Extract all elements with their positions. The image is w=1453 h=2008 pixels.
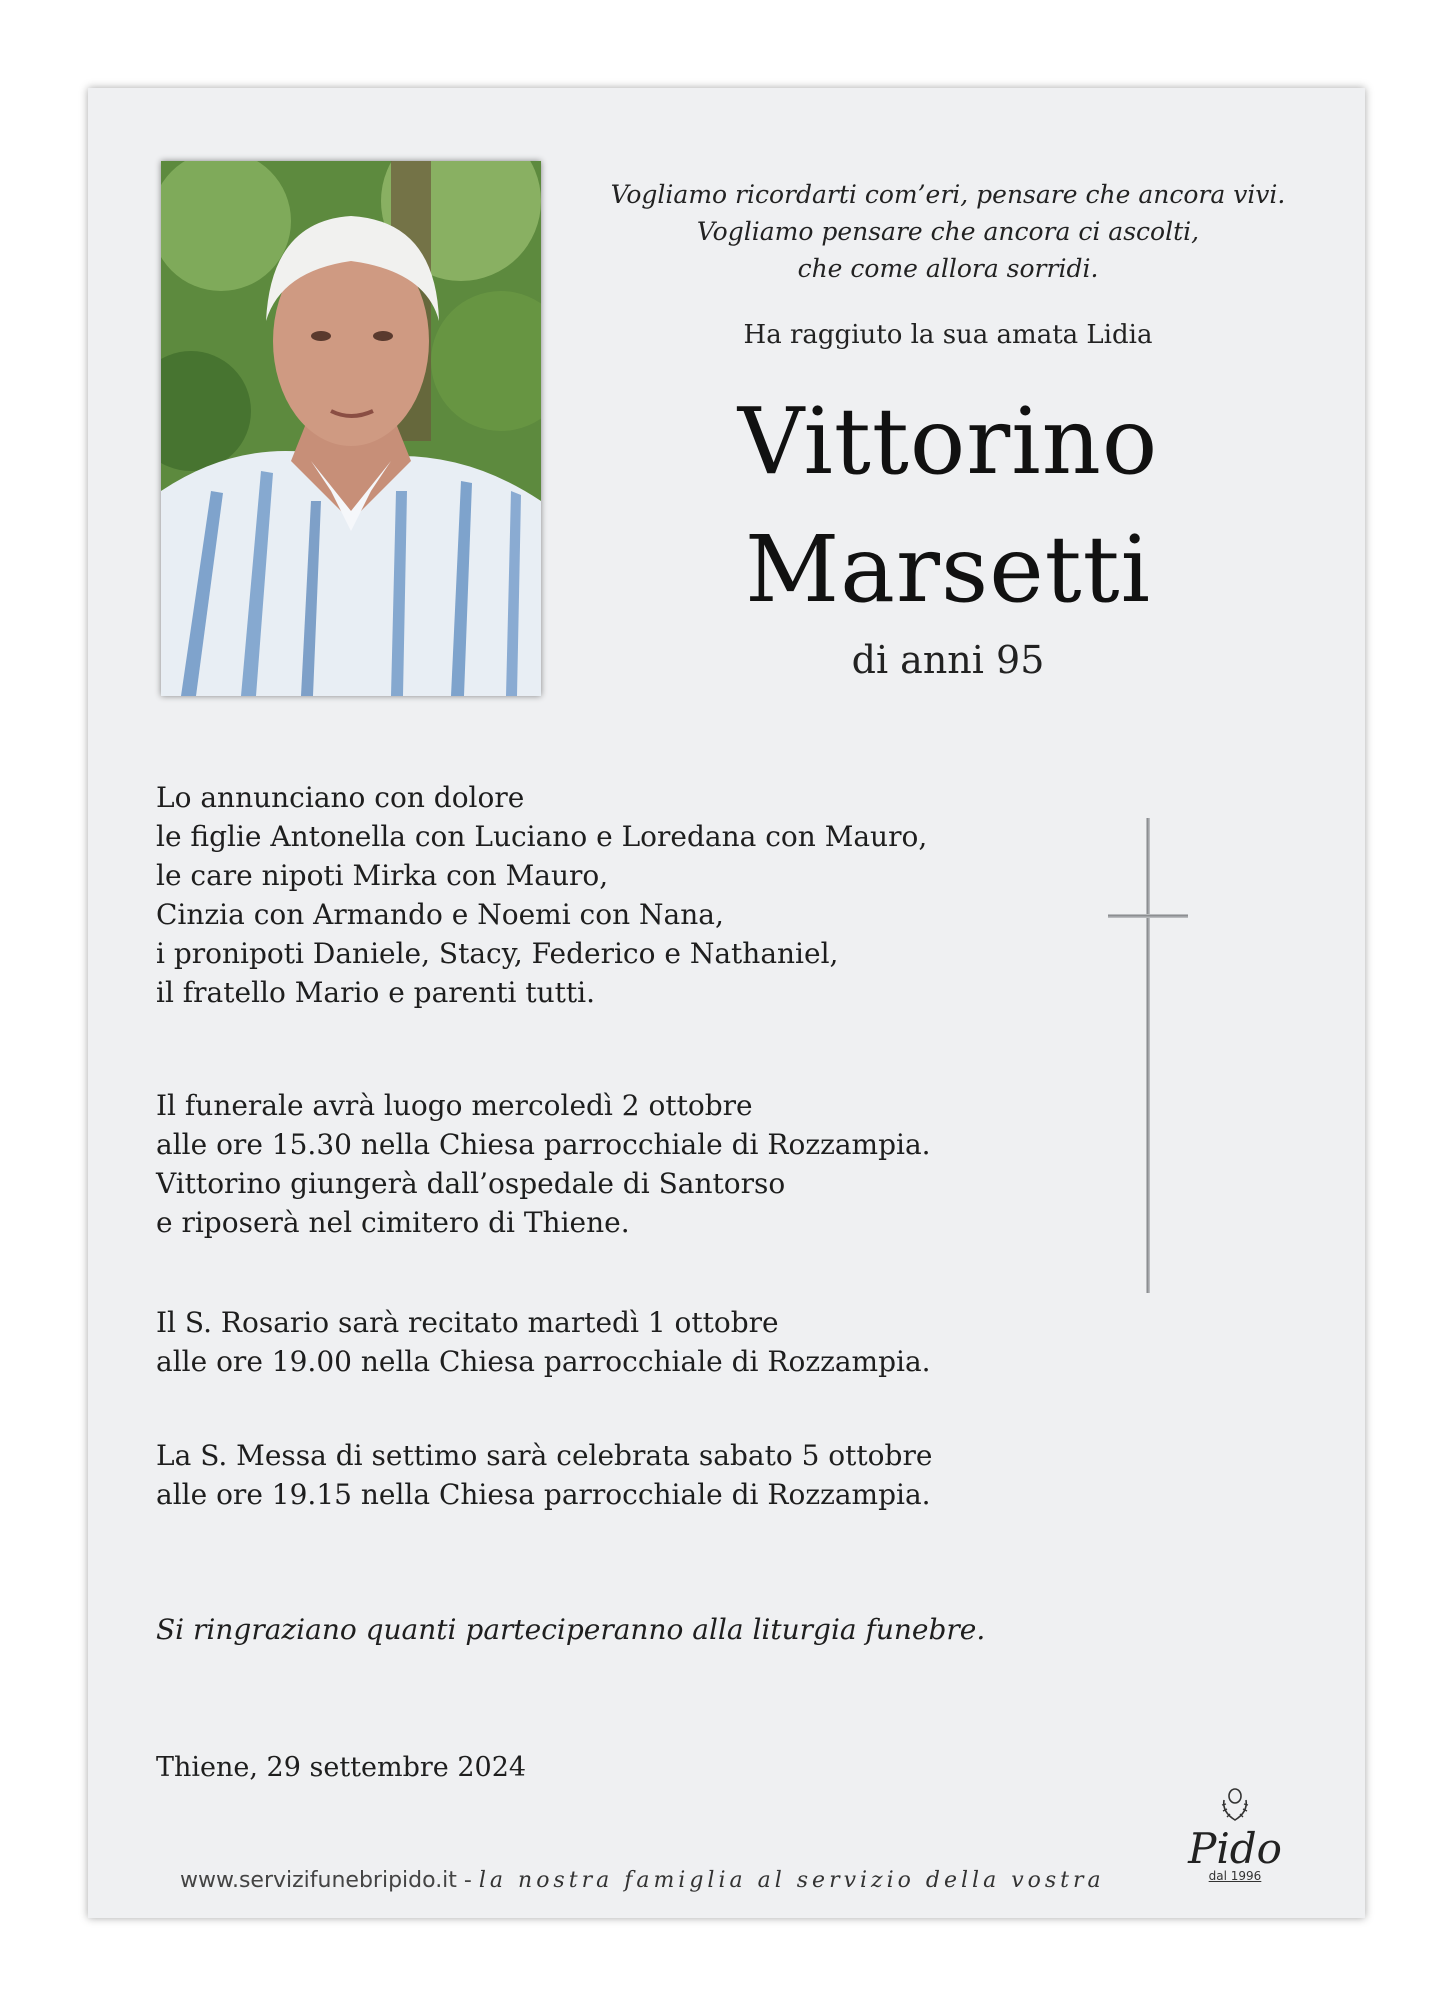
footer-separator: - bbox=[456, 1868, 479, 1893]
funeral-line: alle ore 15.30 nella Chiesa parrocchiale di Rozzampia. bbox=[156, 1128, 931, 1161]
memorial-poem bbox=[578, 176, 1318, 287]
obituary-sheet bbox=[88, 88, 1365, 1918]
rosary-line: Il S. Rosario sarà recitato martedì 1 ottobre bbox=[156, 1306, 779, 1339]
footer bbox=[180, 1868, 1105, 1893]
footer-motto: la nostra famiglia al servizio della vostra bbox=[478, 1868, 1105, 1893]
announcement-line: Lo annunciano con dolore bbox=[156, 781, 525, 814]
dateline: Thiene, 29 settembre 2024 bbox=[156, 1752, 527, 1783]
pido-logo bbox=[1180, 1788, 1290, 1898]
funeral-line: Vittorino giungerà dall’ospedale di Santorso bbox=[156, 1167, 786, 1200]
mass-line: La S. Messa di settimo sarà celebrata sabato 5 ottobre bbox=[156, 1439, 933, 1472]
last-name: Marsetti bbox=[744, 516, 1152, 623]
announcement-block bbox=[156, 778, 1056, 1012]
first-name: Vittorino bbox=[737, 388, 1159, 495]
portrait-photo bbox=[161, 161, 541, 696]
reached-line: Ha raggiuto la sua amata Lidia bbox=[743, 320, 1153, 350]
logo-brand: Pido bbox=[1188, 1824, 1282, 1873]
announcement-line: Cinzia con Armando e Noemi con Nana, bbox=[156, 898, 724, 931]
poem-line: Vogliamo pensare che ancora ci ascolti, bbox=[696, 217, 1200, 246]
funeral-line: Il funerale avrà luogo mercoledì 2 ottobre bbox=[156, 1089, 753, 1122]
laurel-icon bbox=[1218, 1788, 1252, 1824]
announcement-line: le care nipoti Mirka con Mauro, bbox=[156, 859, 609, 892]
announcement-line: il fratello Mario e parenti tutti. bbox=[156, 976, 596, 1009]
funeral-line: e riposerà nel cimitero di Thiene. bbox=[156, 1206, 630, 1239]
rosary-line: alle ore 19.00 nella Chiesa parrocchiale di Rozzampia. bbox=[156, 1345, 931, 1378]
website-link[interactable]: www.servizifunebripido.it bbox=[180, 1868, 457, 1893]
funeral-block bbox=[156, 1086, 1056, 1242]
poem-line: che come allora sorridi. bbox=[797, 254, 1099, 283]
mass-block bbox=[156, 1436, 1056, 1514]
poem-line: Vogliamo ricordarti com’eri, pensare che ancora vivi. bbox=[610, 180, 1286, 209]
cross-icon bbox=[1108, 818, 1188, 1293]
deceased-name bbox=[578, 378, 1318, 634]
announcement-line: i pronipoti Daniele, Stacy, Federico e Nathaniel, bbox=[156, 937, 839, 970]
logo-since: dal 1996 bbox=[1208, 1869, 1262, 1883]
mass-line: alle ore 19.15 nella Chiesa parrocchiale di Rozzampia. bbox=[156, 1478, 931, 1511]
announcement-line: le figlie Antonella con Luciano e Loredana con Mauro, bbox=[156, 820, 928, 853]
rosary-block bbox=[156, 1303, 1056, 1381]
age-line: di anni 95 bbox=[851, 638, 1045, 682]
thanks-line: Si ringraziano quanti parteciperanno alla liturgia funebre. bbox=[156, 1613, 986, 1646]
